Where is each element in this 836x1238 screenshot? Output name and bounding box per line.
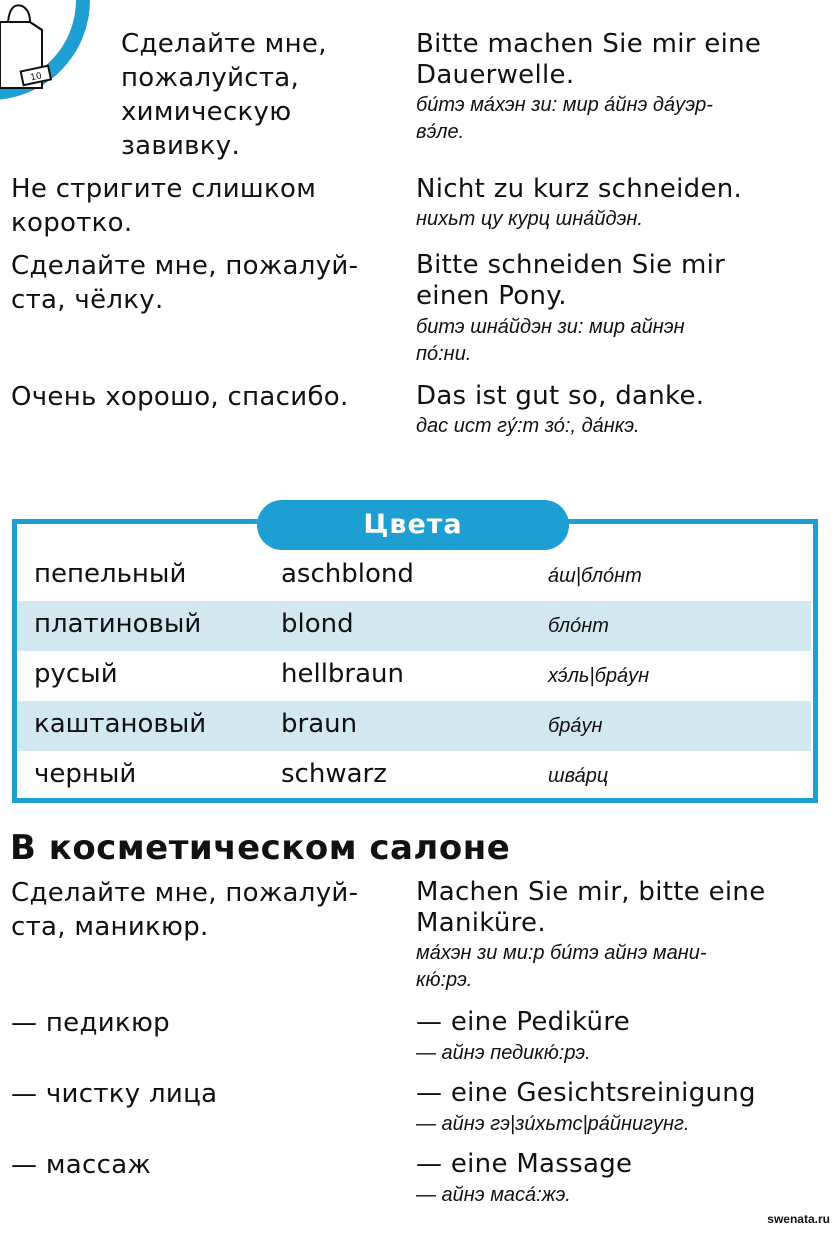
color-ru: каштановый (34, 709, 207, 739)
color-ru: платиновый (34, 609, 202, 639)
phrase-de: — eine Pediküre (416, 1007, 631, 1037)
color-transcription: а́ш|бло́нт (548, 565, 642, 587)
section-heading: В косметическом салоне (10, 828, 511, 868)
table-row (17, 651, 811, 701)
phrase-transcription: битэ шна́йдэн зи: мир айнэн по́:ни. (416, 316, 685, 365)
phrase-transcription: нихьт цу курц шна́йдэн. (416, 208, 643, 230)
phrase-ru: Сделайте мне, пожалуйста, химическую завивку. (121, 29, 327, 161)
color-de: aschblond (281, 559, 414, 589)
phrase-de: — eine Gesichtsreinigung (416, 1078, 756, 1108)
table-row (17, 701, 811, 751)
phrase-transcription: дас ист гу́:т зо́:, да́нкэ. (416, 415, 640, 437)
phrase-ru: Очень хорошо, спасибо. (11, 382, 349, 412)
phrase-de: Bitte schneiden Sie mir einen Pony. (416, 250, 726, 311)
phrase-ru: Не стригите слишком коротко. (11, 174, 317, 238)
phrase-de: Das ist gut so, danke. (416, 381, 705, 411)
table-row (17, 551, 811, 601)
phrase-de: — eine Massage (416, 1149, 633, 1179)
watermark: swenata.ru (767, 1212, 830, 1226)
phrase-transcription: ма́хэн зи ми:р би́тэ айнэ мани- кю́:рэ. (416, 942, 707, 991)
color-de: braun (281, 709, 358, 739)
phrase-ru: Сделайте мне, пожалуй- ста, чёлку. (11, 251, 359, 315)
colors-title-pill: Цвета (257, 500, 569, 550)
table-row (17, 751, 811, 801)
color-transcription: шва́рц (548, 765, 609, 787)
phrase-de: Machen Sie mir, bitte eine Maniküre. (416, 877, 766, 938)
phrase-de: Nicht zu kurz schneiden. (416, 174, 743, 204)
shopping-bag-icon (0, 0, 80, 100)
color-de: hellbraun (281, 659, 405, 689)
color-ru: русый (34, 659, 118, 689)
svg-text:10: 10 (29, 71, 43, 84)
phrase-transcription: — айнэ маса́:жэ. (416, 1184, 571, 1206)
color-transcription: хэ́ль|бра́ун (548, 665, 650, 687)
phrase-transcription: би́тэ ма́хэн зи: мир а́йнэ да́уэр- вэ́ле. (416, 94, 713, 143)
phrase-transcription: — айнэ педикю́:рэ. (416, 1042, 591, 1064)
color-ru: черный (34, 759, 137, 789)
color-ru: пепельный (34, 559, 187, 589)
table-row (17, 601, 811, 651)
phrase-ru: Сделайте мне, пожалуй- ста, маникюр. (11, 878, 359, 942)
phrase-de: Bitte machen Sie mir eine Dauerwelle. (416, 29, 762, 90)
phrase-ru: — чистку лица (11, 1079, 218, 1109)
color-transcription: бло́нт (548, 615, 609, 637)
color-transcription: бра́ун (548, 715, 603, 737)
color-de: schwarz (281, 759, 387, 789)
phrase-ru: — массаж (11, 1150, 152, 1180)
phrase-transcription: — айнэ гэ|зи́хьтс|ра́йнигунг. (416, 1113, 690, 1135)
phrase-ru: — педикюр (11, 1008, 170, 1038)
color-de: blond (281, 609, 354, 639)
